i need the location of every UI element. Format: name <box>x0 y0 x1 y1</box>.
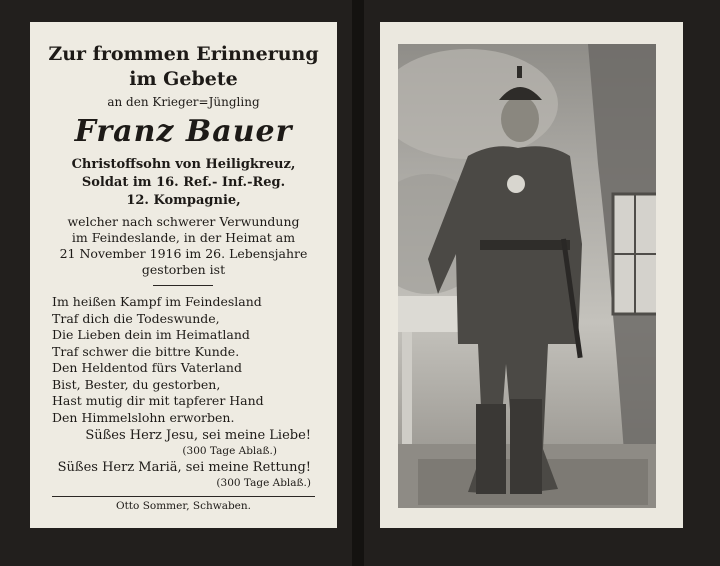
divider <box>153 285 213 286</box>
indulgence-note: (300 Tage Ablaß.) <box>216 477 311 489</box>
card-fold <box>352 0 364 566</box>
intro-text: an den Krieger=Jüngling <box>107 95 260 109</box>
portrait-illustration <box>398 44 656 508</box>
poem-line: Traf dich die Todeswunde, <box>52 310 220 326</box>
prayer-mary: Süßes Herz Mariä, sei meine Rettung! <box>57 460 311 475</box>
poem-line: Den Heldentod fürs Vaterland <box>52 360 242 375</box>
title-line-2: im Gebete <box>129 68 238 90</box>
detail-line-2: Soldat im 16. Ref.- Inf.-Reg. <box>81 175 286 190</box>
title <box>30 42 337 92</box>
indulgence-note: (300 Tage Ablaß.) <box>182 445 277 457</box>
poem <box>52 294 264 426</box>
poem-line: Die Lieben dein im Heimatland <box>52 327 250 342</box>
detail-line-3: 12. Kompagnie, <box>126 193 241 208</box>
deceased-name: Franz Bauer <box>74 114 293 149</box>
poem-line: Bist, Bester, du gestorben, <box>52 376 221 392</box>
printer-credit: Otto Sommer, Schwaben. <box>115 500 251 512</box>
detail-line-1: Christoffsohn von Heiligkreuz, <box>71 157 296 172</box>
poem-line: Hast mutig dir mit tapferer Hand <box>52 393 264 408</box>
soldier-portrait-photo <box>398 44 656 508</box>
text-panel <box>30 22 337 528</box>
prayer-jesus: Süßes Herz Jesu, sei meine Liebe! <box>85 428 311 443</box>
poem-line: Im heißen Kampf im Feindesland <box>52 294 262 309</box>
bottom-rule <box>52 496 315 497</box>
death-text-line: 21 November 1916 im 26. Lebensjahre <box>59 246 308 261</box>
title-line-1: Zur frommen Erinnerung <box>48 43 319 65</box>
death-text-line: im Feindeslande, in der Heimat am <box>71 230 296 245</box>
poem-line: Den Himmelslohn erworben. <box>52 409 235 425</box>
death-text-line: welcher nach schwerer Verwundung <box>67 214 300 229</box>
death-text-line: gestorben ist <box>141 262 226 277</box>
poem-line: Traf schwer die bittre Kunde. <box>52 343 240 359</box>
